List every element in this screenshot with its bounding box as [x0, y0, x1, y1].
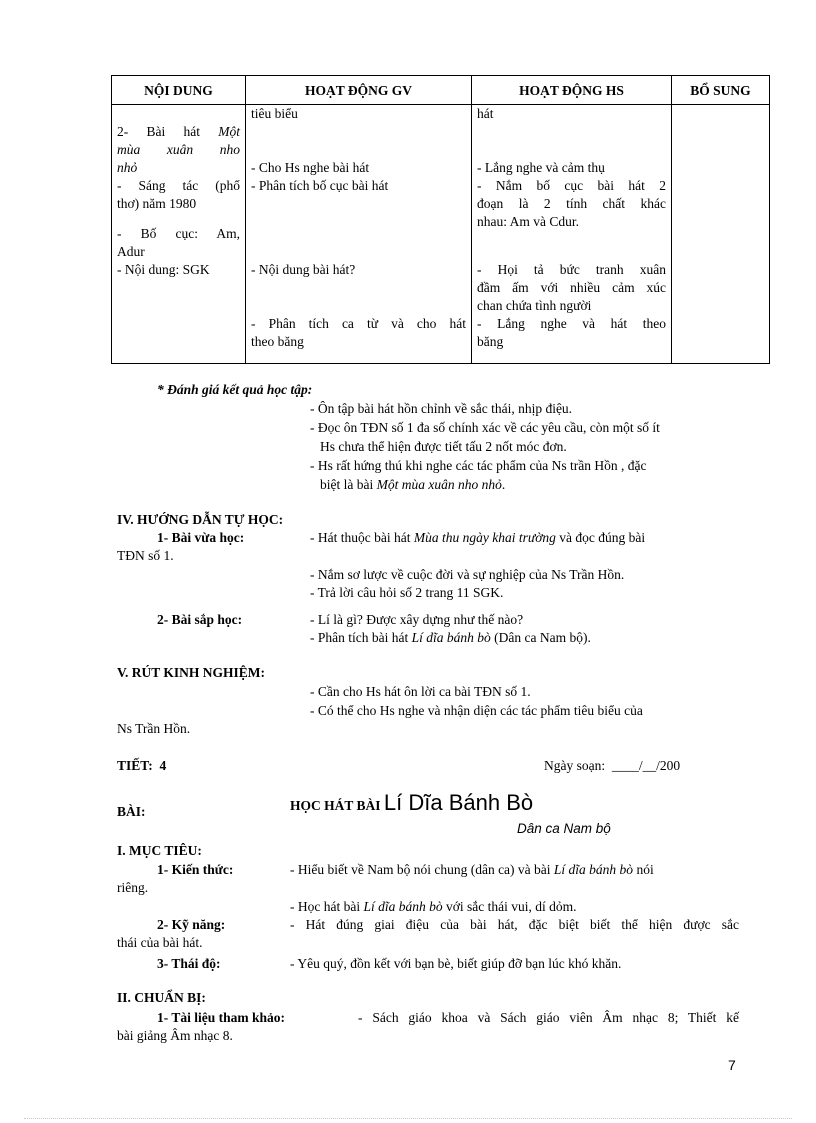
evaluation-line: - Hs rất hứng thú khi nghe các tác phẩm của Ns trần Hồn , đặc: [310, 458, 647, 473]
experience-line: - Cần cho Hs hát ôn lời ca bài TĐN số 1.: [310, 684, 531, 699]
guidance-line: - Phân tích bài hát Lí dĩa bánh bò (Dân ca Nam bộ).: [310, 630, 591, 645]
objective-line: thái của bài hát.: [117, 935, 203, 950]
lesson-title: [290, 790, 533, 816]
subheading-next-lesson: 2- Bài sắp học:: [157, 612, 243, 627]
objective-line: - Hiểu biết về Nam bộ nói chung (dân ca) và bài Lí dĩa bánh bò nói: [290, 862, 654, 877]
subheading-skills: 2- Kỹ năng:: [157, 917, 226, 932]
cell-text: theo băng: [251, 334, 304, 349]
song-title-italic: Lí dĩa bánh bò: [363, 899, 443, 914]
cell-text: - Lắng nghe và cảm thụ: [477, 160, 605, 175]
evaluation-line: - Đọc ôn TĐN số 1 đa số chính xác về các yêu cầu, còn một số ít: [310, 420, 660, 435]
cell-text: - Nội dung: SGK: [117, 262, 210, 277]
cell-text: - Phân tích ca từ và cho hát: [251, 316, 466, 331]
page-number: 7: [728, 1057, 736, 1073]
header-student-activity: HOẠT ĐỘNG HS: [472, 76, 672, 105]
section-heading-preparation: II. CHUẨN BỊ:: [117, 990, 206, 1005]
cell-text: - Nội dung bài hát?: [251, 262, 356, 277]
evaluation-line: Hs chưa thể hiện được tiết tấu 2 nốt móc đơn.: [320, 439, 567, 454]
objective-line: - Học hát bài Lí dĩa bánh bò với sắc thái vui, dí dỏm.: [290, 899, 577, 914]
lesson-label: BÀI:: [117, 804, 146, 819]
evaluation-heading: * Đánh giá kết quả học tập:: [157, 382, 313, 397]
cell-text: - Lắng nghe và hát theo: [477, 316, 666, 331]
page-bottom-divider: [24, 1118, 792, 1119]
objective-line: - Hát đúng giai điệu của bài hát, đặc biệt biết thể hiện được sắc: [290, 917, 739, 932]
song-title-italic: Lí dĩa bánh bò: [411, 630, 491, 645]
reference-line: - Sách giáo khoa và Sách giáo viên Âm nhạc 8; Thiết kế: [358, 1010, 739, 1025]
guidance-line: - Trả lời câu hỏi số 2 trang 11 SGK.: [310, 585, 504, 600]
cell-text-italic: Một: [218, 124, 240, 139]
teacher-activity-cell: [246, 105, 472, 364]
objective-line: riêng.: [117, 880, 149, 895]
cell-text: nhau: Am và Cdur.: [477, 214, 579, 229]
date-value: ____/__/200: [611, 758, 681, 773]
cell-text: - Bố cục: Am,: [117, 226, 240, 241]
reference-line: bài giảng Âm nhạc 8.: [117, 1028, 233, 1043]
subheading-knowledge: 1- Kiến thức:: [157, 862, 234, 877]
cell-text-italic: nhỏ: [117, 160, 138, 175]
preparation-date: Ngày soạn: ____/__/200: [544, 758, 681, 773]
section-heading-experience: V. RÚT KINH NGHIỆM:: [117, 665, 266, 680]
lesson-title-prefix: HỌC HÁT BÀI: [290, 798, 381, 813]
cell-text-italic: mùa xuân nho: [117, 142, 240, 157]
subheading-references: 1- Tài liệu tham khảo:: [157, 1010, 286, 1025]
cell-text: tiêu biểu: [251, 106, 298, 121]
supplement-cell: [672, 105, 770, 364]
song-title-italic: Một mùa xuân nho nhỏ: [376, 477, 502, 492]
student-activity-cell: [472, 105, 672, 364]
section-heading-objectives: I. MỤC TIÊU:: [117, 843, 202, 858]
header-supplement: BỔ SUNG: [672, 76, 770, 105]
lesson-subtitle: Dân ca Nam bộ: [517, 821, 611, 836]
cell-text: chan chứa tình người: [477, 298, 592, 313]
experience-line: Ns Trần Hồn.: [117, 721, 191, 736]
lesson-activity-table: [111, 75, 770, 364]
cell-text: hát: [477, 106, 494, 121]
header-content: NỘI DUNG: [112, 76, 246, 105]
cell-text: thơ) năm 1980: [117, 196, 197, 211]
period-number: 4: [159, 758, 167, 773]
lesson-title-song: Lí Dĩa Bánh Bò: [383, 790, 534, 815]
period-label: TIẾT: 4: [117, 758, 167, 773]
cell-text: đoạn là 2 tính chất khác: [477, 196, 666, 211]
song-title-italic: Mùa thu ngày khai trường: [413, 530, 556, 545]
guidance-line: TĐN số 1.: [117, 548, 174, 563]
content-cell: [112, 105, 246, 364]
cell-text: - Nắm bố cục bài hát 2: [477, 178, 666, 193]
header-teacher-activity: HOẠT ĐỘNG GV: [246, 76, 472, 105]
cell-text: - Sáng tác (phổ: [117, 178, 240, 193]
guidance-line: - Hát thuộc bài hát Mùa thu ngày khai trường và đọc đúng bài: [310, 530, 646, 545]
table-row: [112, 105, 770, 364]
cell-text: Adur: [117, 244, 145, 259]
cell-text: - Họi tả bức tranh xuân: [477, 262, 666, 277]
guidance-line: - Lí là gì? Được xây dựng như thế nào?: [310, 612, 524, 627]
cell-text: đầm ấm với nhiều cảm xúc: [477, 280, 666, 295]
cell-text: - Cho Hs nghe bài hát: [251, 160, 370, 175]
cell-text: - Phân tích bố cục bài hát: [251, 178, 389, 193]
experience-line: - Có thể cho Hs nghe và nhận diện các tác phẩm tiêu biểu của: [310, 703, 643, 718]
section-heading-guidance: IV. HƯỚNG DẪN TỰ HỌC:: [117, 512, 284, 527]
table-header-row: [112, 76, 770, 105]
evaluation-line: biệt là bài Một mùa xuân nho nhỏ.: [320, 477, 506, 492]
objective-line: - Yêu quý, đồn kết với bạn bè, biết giúp đỡ bạn lúc khó khăn.: [290, 956, 622, 971]
evaluation-line: - Ôn tập bài hát hồn chỉnh về sắc thái, nhịp điệu.: [310, 401, 573, 416]
song-title-italic: Lí dĩa bánh bò: [553, 862, 634, 877]
subheading-previous-lesson: 1- Bài vừa học:: [157, 530, 245, 545]
subheading-attitude: 3- Thái độ:: [157, 956, 221, 971]
cell-text: băng: [477, 334, 504, 349]
guidance-line: - Nắm sơ lược về cuộc đời và sự nghiệp của Ns Trần Hồn.: [310, 567, 625, 582]
cell-text: 2- Bài hát: [117, 124, 200, 139]
